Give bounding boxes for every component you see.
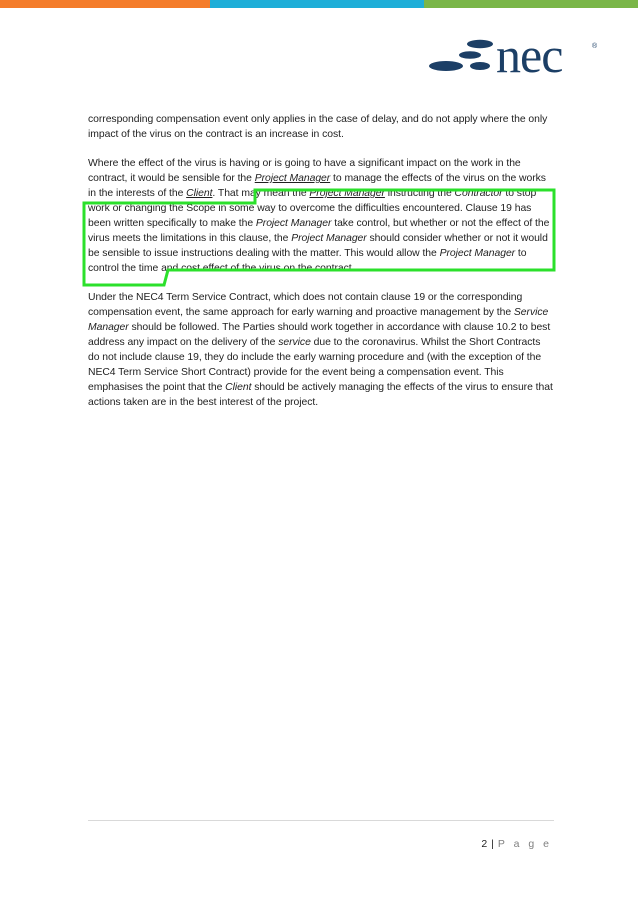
text-run: take control, but whether or not the effect of the virus meets the limitations in this clause, the bbox=[88, 218, 550, 244]
defined-term: Project Manager bbox=[309, 188, 385, 199]
nec-logo-text: nec bbox=[496, 27, 563, 83]
nec-logo bbox=[428, 27, 603, 86]
text-run: should be actively managing the effects of the virus to ensure that actions taken are in the best interest of the project. bbox=[88, 382, 553, 408]
page-number: 2 bbox=[481, 838, 488, 850]
page-footer bbox=[481, 838, 552, 850]
paragraph-1 bbox=[88, 112, 554, 142]
text-run: to control the time and cost effect of the virus on the contract. bbox=[88, 248, 527, 274]
text-run: . That may mean the bbox=[212, 188, 310, 199]
defined-term: Project Manager bbox=[291, 233, 367, 244]
text-run: Under the NEC4 Term Service Contract, which does not contain clause 19 or the corresponding compensation event, the same approach for early warning and proactive management by the bbox=[88, 292, 523, 318]
defined-term: Project Manager bbox=[254, 173, 331, 184]
text-run: to stop work or changing the Scope in some way to overcome the difficulties encountered. Clause 19 has been written specifically to make the bbox=[88, 188, 537, 229]
defined-term: Client bbox=[186, 188, 213, 199]
text-run: should be followed. The Parties should work together in accordance with clause 10.2 to best address any impact on the delivery of the bbox=[88, 322, 551, 348]
top-bar-blue bbox=[210, 0, 424, 8]
top-bar-green bbox=[424, 0, 638, 8]
document-body bbox=[88, 112, 554, 424]
text-run: corresponding compensation event only applies in the case of delay, and do not apply where the only impact of the virus on the contract is an increase in cost. bbox=[88, 114, 548, 140]
defined-term: Service Manager bbox=[88, 307, 549, 333]
registered-mark: ® bbox=[592, 43, 598, 50]
defined-term: Contractor bbox=[454, 188, 503, 199]
defined-term: Client bbox=[225, 382, 252, 393]
text-run: due to the coronavirus. Whilst the Short Contracts do not include clause 19, they do include the early warning procedure and (with the exception of the NEC4 Term Service Short Contract) provide for the event being a compensation event. This emphasises the point that the bbox=[88, 337, 542, 393]
text-run: to manage the effects of the virus on the works in the interests of the bbox=[88, 173, 546, 199]
paragraph-3 bbox=[88, 290, 554, 410]
top-bar-orange bbox=[0, 0, 210, 8]
nec-logo-mark-icon bbox=[428, 36, 498, 86]
footer-divider bbox=[88, 820, 554, 821]
text-run: instructing the bbox=[384, 188, 455, 199]
defined-term: Project Manager bbox=[255, 218, 332, 229]
defined-term: service bbox=[278, 337, 311, 348]
page-label: P a g e bbox=[497, 838, 552, 850]
paragraph-2 bbox=[88, 156, 554, 276]
footer-separator: | bbox=[491, 838, 494, 850]
defined-term: Project Manager bbox=[439, 248, 516, 259]
top-color-bar bbox=[0, 0, 638, 8]
text-run: Where the effect of the virus is having or is going to have a significant impact on the work in the contract, it would be sensible for the bbox=[88, 158, 521, 184]
text-run: should consider whether or not it would be sensible to issue instructions dealing with the matter. This would allow the bbox=[88, 233, 548, 259]
